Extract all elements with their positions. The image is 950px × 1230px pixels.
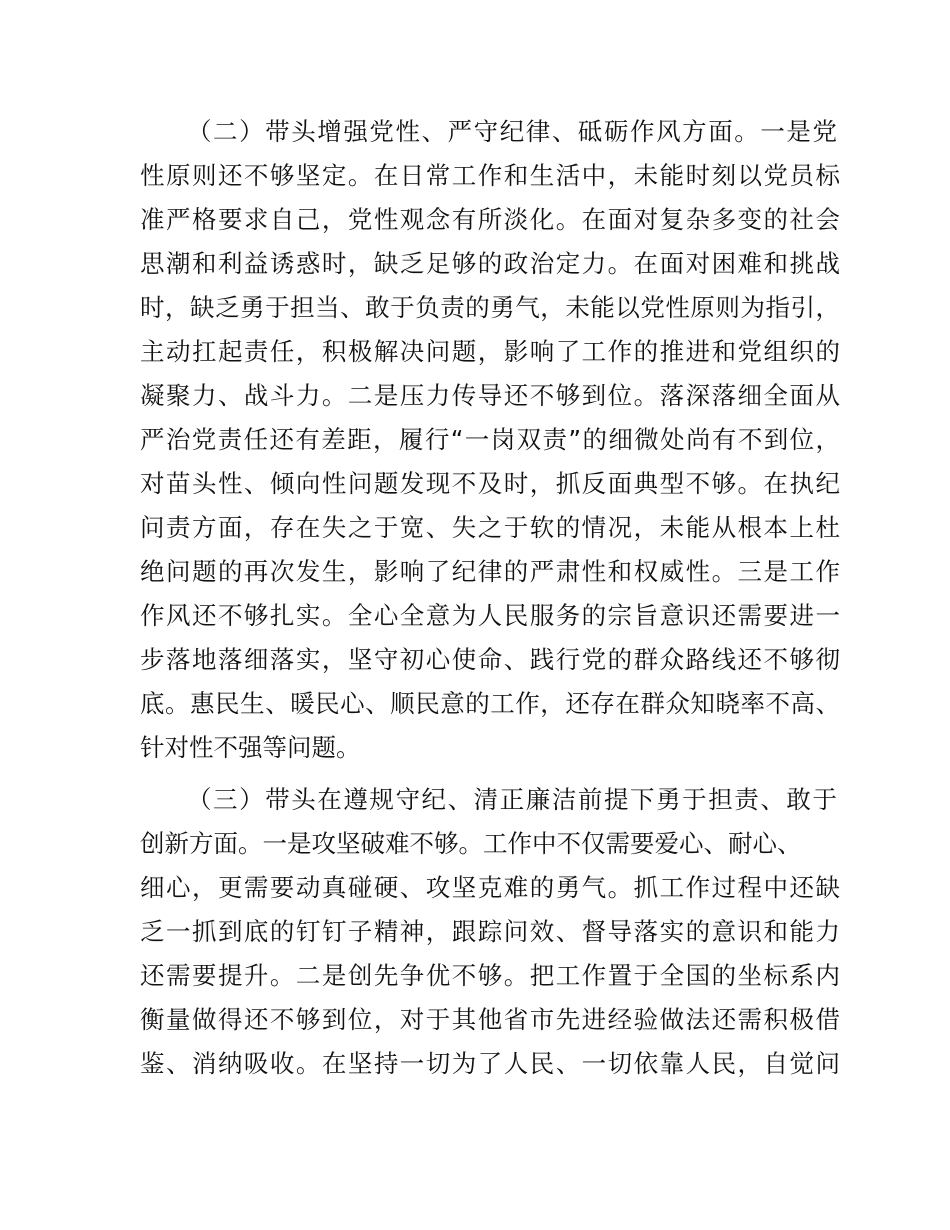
text-line: 凝聚力、战斗力。二是压力传导还不够到位。落深落细全面从 [140,381,840,410]
text-line: 作风还不够扎实。全心全意为人民服务的宗旨意识还需要进一 [140,601,840,630]
text-line: 创新方面。一是攻坚破难不够。工作中不仅需要爱心、耐心、 [140,829,802,858]
text-line: 对苗头性、倾向性问题发现不及时，抓反面典型不够。在执纪 [140,469,840,498]
text-line: （三）带头在遵规守纪、清正廉洁前提下勇于担责、敢于 [187,785,837,814]
text-line: 绝问题的再次发生，影响了纪律的严肃性和权威性。三是工作 [140,557,840,586]
text-line: 鉴、消纳吸收。在坚持一切为了人民、一切依靠人民，自觉问 [140,1049,840,1078]
text-line: 细心，更需要动真碰硬、攻坚克难的勇气。抓工作过程中还缺 [140,873,840,902]
text-line: 严治党责任还有差距，履行“一岗双责”的细微处尚有不到位， [140,425,840,454]
text-line: 思潮和利益诱惑时，缺乏足够的政治定力。在面对困难和挑战 [140,249,840,278]
text-line: 主动扛起责任，积极解决问题，影响了工作的推进和党组织的 [140,337,840,366]
text-line: 衡量做得还不够到位，对于其他省市先进经验做法还需积极借 [140,1005,840,1034]
text-line: 底。惠民生、暖民心、顺民意的工作，还存在群众知晓率不高、 [140,689,840,718]
text-line: 步落地落细落实，坚守初心使命、践行党的群众路线还不够彻 [140,645,840,674]
text-line: 问责方面，存在失之于宽、失之于软的情况，未能从根本上杜 [140,513,840,542]
text-line: 还需要提升。二是创先争优不够。把工作置于全国的坐标系内 [140,961,840,990]
text-line: 性原则还不够坚定。在日常工作和生活中，未能时刻以党员标 [140,161,840,190]
text-line: 准严格要求自己，党性观念有所淡化。在面对复杂多变的社会 [140,205,840,234]
text-line: 乏一抓到底的钉钉子精神，跟踪问效、督导落实的意识和能力 [140,917,840,946]
text-line: （二）带头增强党性、严守纪律、砥砺作风方面。一是党 [187,117,837,146]
text-line: 时，缺乏勇于担当、敢于负责的勇气，未能以党性原则为指引， [140,293,840,322]
text-line: 针对性不强等问题。 [140,733,361,762]
